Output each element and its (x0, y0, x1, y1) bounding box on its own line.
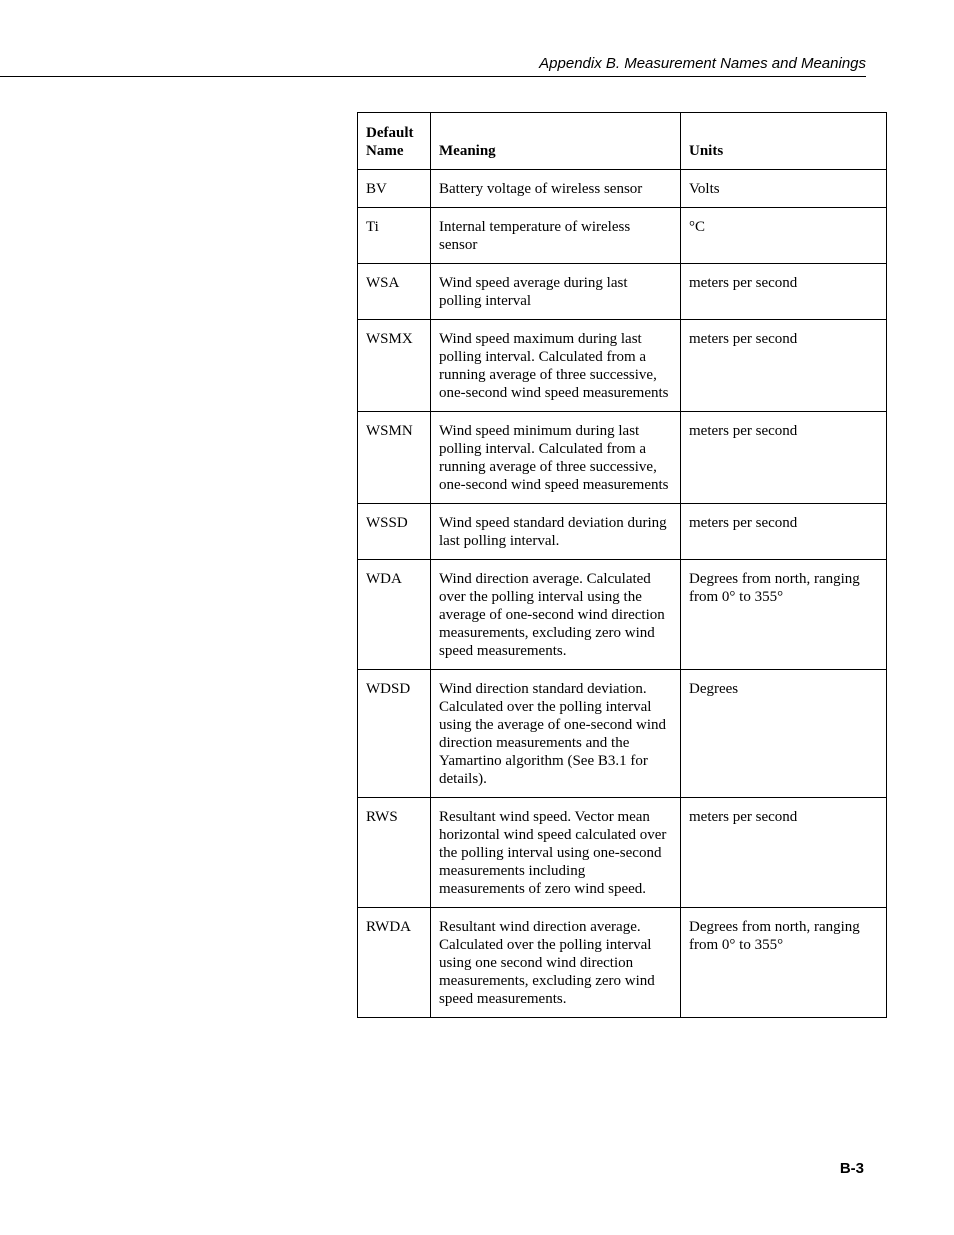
cell-name: Ti (358, 208, 431, 264)
cell-meaning: Wind speed minimum during last polling interval. Calculated from a running average of three successive, one-second wind speed measurements (431, 412, 681, 504)
cell-units: Volts (681, 170, 887, 208)
table-row (358, 670, 887, 798)
cell-meaning: Wind direction average. Calculated over the polling interval using the average of one-second wind direction measurements, excluding zero wind speed measurements. (431, 560, 681, 670)
cell-name: WSMN (358, 412, 431, 504)
cell-meaning: Wind speed maximum during last polling interval. Calculated from a running average of three successive, one-second wind speed measurements (431, 320, 681, 412)
column-header-default-name: Default Name (358, 113, 431, 170)
cell-name: WDA (358, 560, 431, 670)
cell-name: WSMX (358, 320, 431, 412)
cell-units: Degrees from north, ranging from 0° to 355° (681, 908, 887, 1018)
cell-meaning: Internal temperature of wireless sensor (431, 208, 681, 264)
table-row (358, 504, 887, 560)
cell-name: RWDA (358, 908, 431, 1018)
cell-units: °C (681, 208, 887, 264)
table-row (358, 264, 887, 320)
cell-name: WDSD (358, 670, 431, 798)
table-row (358, 798, 887, 908)
table-row (358, 412, 887, 504)
table-row (358, 208, 887, 264)
column-header-units: Units (681, 113, 887, 170)
cell-meaning: Battery voltage of wireless sensor (431, 170, 681, 208)
cell-units: Degrees (681, 670, 887, 798)
cell-name: WSA (358, 264, 431, 320)
cell-units: meters per second (681, 264, 887, 320)
cell-name: BV (358, 170, 431, 208)
cell-name: RWS (358, 798, 431, 908)
cell-meaning: Resultant wind direction average. Calculated over the polling interval using one second wind direction measurements, excluding zero wind speed measurements. (431, 908, 681, 1018)
table-row (358, 560, 887, 670)
cell-units: Degrees from north, ranging from 0° to 355° (681, 560, 887, 670)
cell-meaning: Resultant wind speed. Vector mean horizontal wind speed calculated over the polling interval using one-second measurements including measurements of zero wind speed. (431, 798, 681, 908)
header-title: Appendix B. Measurement Names and Meanings (539, 55, 866, 72)
column-header-meaning: Meaning (431, 113, 681, 170)
page-number: B-3 (839, 1160, 864, 1177)
table-header-row (358, 113, 887, 170)
cell-units: meters per second (681, 412, 887, 504)
cell-meaning: Wind speed average during last polling interval (431, 264, 681, 320)
measurement-table (357, 112, 887, 1018)
page-header (0, 54, 866, 77)
cell-meaning: Wind direction standard deviation. Calculated over the polling interval using the average of one-second wind direction measurements and the Yamartino algorithm (See B3.1 for details). (431, 670, 681, 798)
cell-meaning: Wind speed standard deviation during last polling interval. (431, 504, 681, 560)
cell-units: meters per second (681, 504, 887, 560)
cell-units: meters per second (681, 320, 887, 412)
table-row (358, 908, 887, 1018)
cell-units: meters per second (681, 798, 887, 908)
table-row (358, 320, 887, 412)
table-row (358, 170, 887, 208)
cell-name: WSSD (358, 504, 431, 560)
